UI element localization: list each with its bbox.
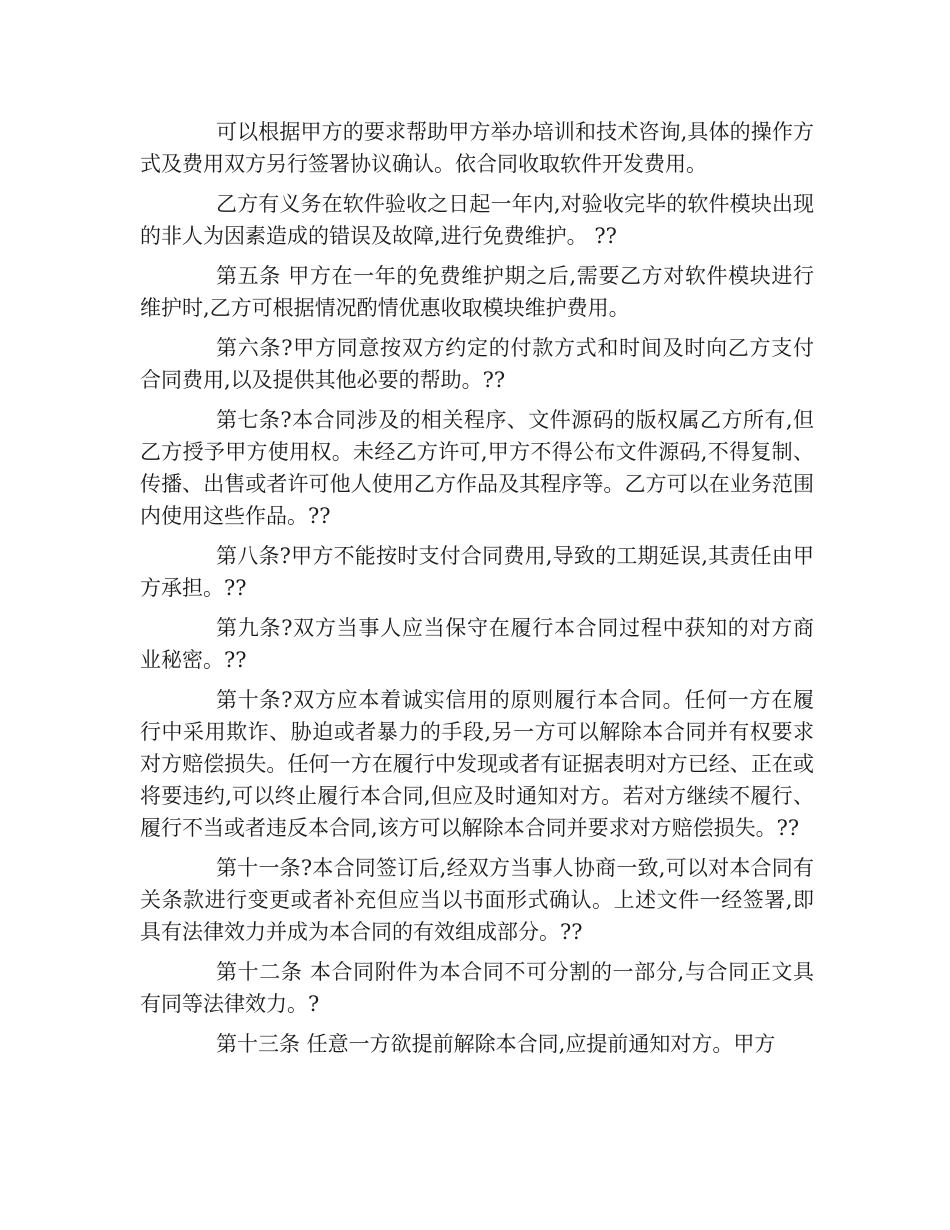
paragraph-article-7: 第七条?本合同涉及的相关程序、文件源码的版权属乙方所有,但乙方授予甲方使用权。未经乙方许可,甲方不得公布文件源码,不得复制、传播、出售或者许可他人使用乙方作品及其程序等。乙方可以在业务范围内使用这些作品。?? [140, 408, 814, 528]
paragraph-article-9: 第九条?双方当事人应当保守在履行本合同过程中获知的对方商业秘密。?? [140, 616, 814, 672]
paragraph-service-training: 可以根据甲方的要求帮助甲方举办培训和技术咨询,具体的操作方式及费用双方另行签署协议确认。依合同收取软件开发费用。 [140, 120, 814, 176]
paragraph-article-10: 第十条?双方应本着诚实信用的原则履行本合同。任何一方在履行中采用欺诈、胁迫或者暴力的手段,另一方可以解除本合同并有权要求对方赔偿损失。任何一方在履行中发现或者有证据表明对方已经、正在或将要违约,可以终止履行本合同,但应及时通知对方。若对方继续不履行、履行不当或者违反本合同,该方可以解除本合同并要求对方赔偿损失。?? [140, 688, 814, 840]
paragraph-article-5: 第五条 甲方在一年的免费维护期之后,需要乙方对软件模块进行维护时,乙方可根据情况酌情优惠收取模块维护费用。 [140, 264, 814, 320]
paragraph-article-13: 第十三条 任意一方欲提前解除本合同,应提前通知对方。甲方 [216, 1032, 776, 1056]
document-body [140, 116, 814, 1068]
paragraph-article-11: 第十一条?本合同签订后,经双方当事人协商一致,可以对本合同有关条款进行变更或者补充但应当以书面形式确认。上述文件一经签署,即具有法律效力并成为本合同的有效组成部分。?? [140, 856, 814, 944]
paragraph-free-maintenance: 乙方有义务在软件验收之日起一年内,对验收完毕的软件模块出现的非人为因素造成的错误及故障,进行免费维护。 ?? [140, 192, 814, 248]
paragraph-article-12: 第十二条 本合同附件为本合同不可分割的一部分,与合同正文具有同等法律效力。? [140, 960, 814, 1016]
paragraph-article-6: 第六条?甲方同意按双方约定的付款方式和时间及时向乙方支付合同费用,以及提供其他必要的帮助。?? [140, 336, 814, 392]
paragraph-article-8: 第八条?甲方不能按时支付合同费用,导致的工期延误,其责任由甲方承担。?? [140, 544, 814, 600]
